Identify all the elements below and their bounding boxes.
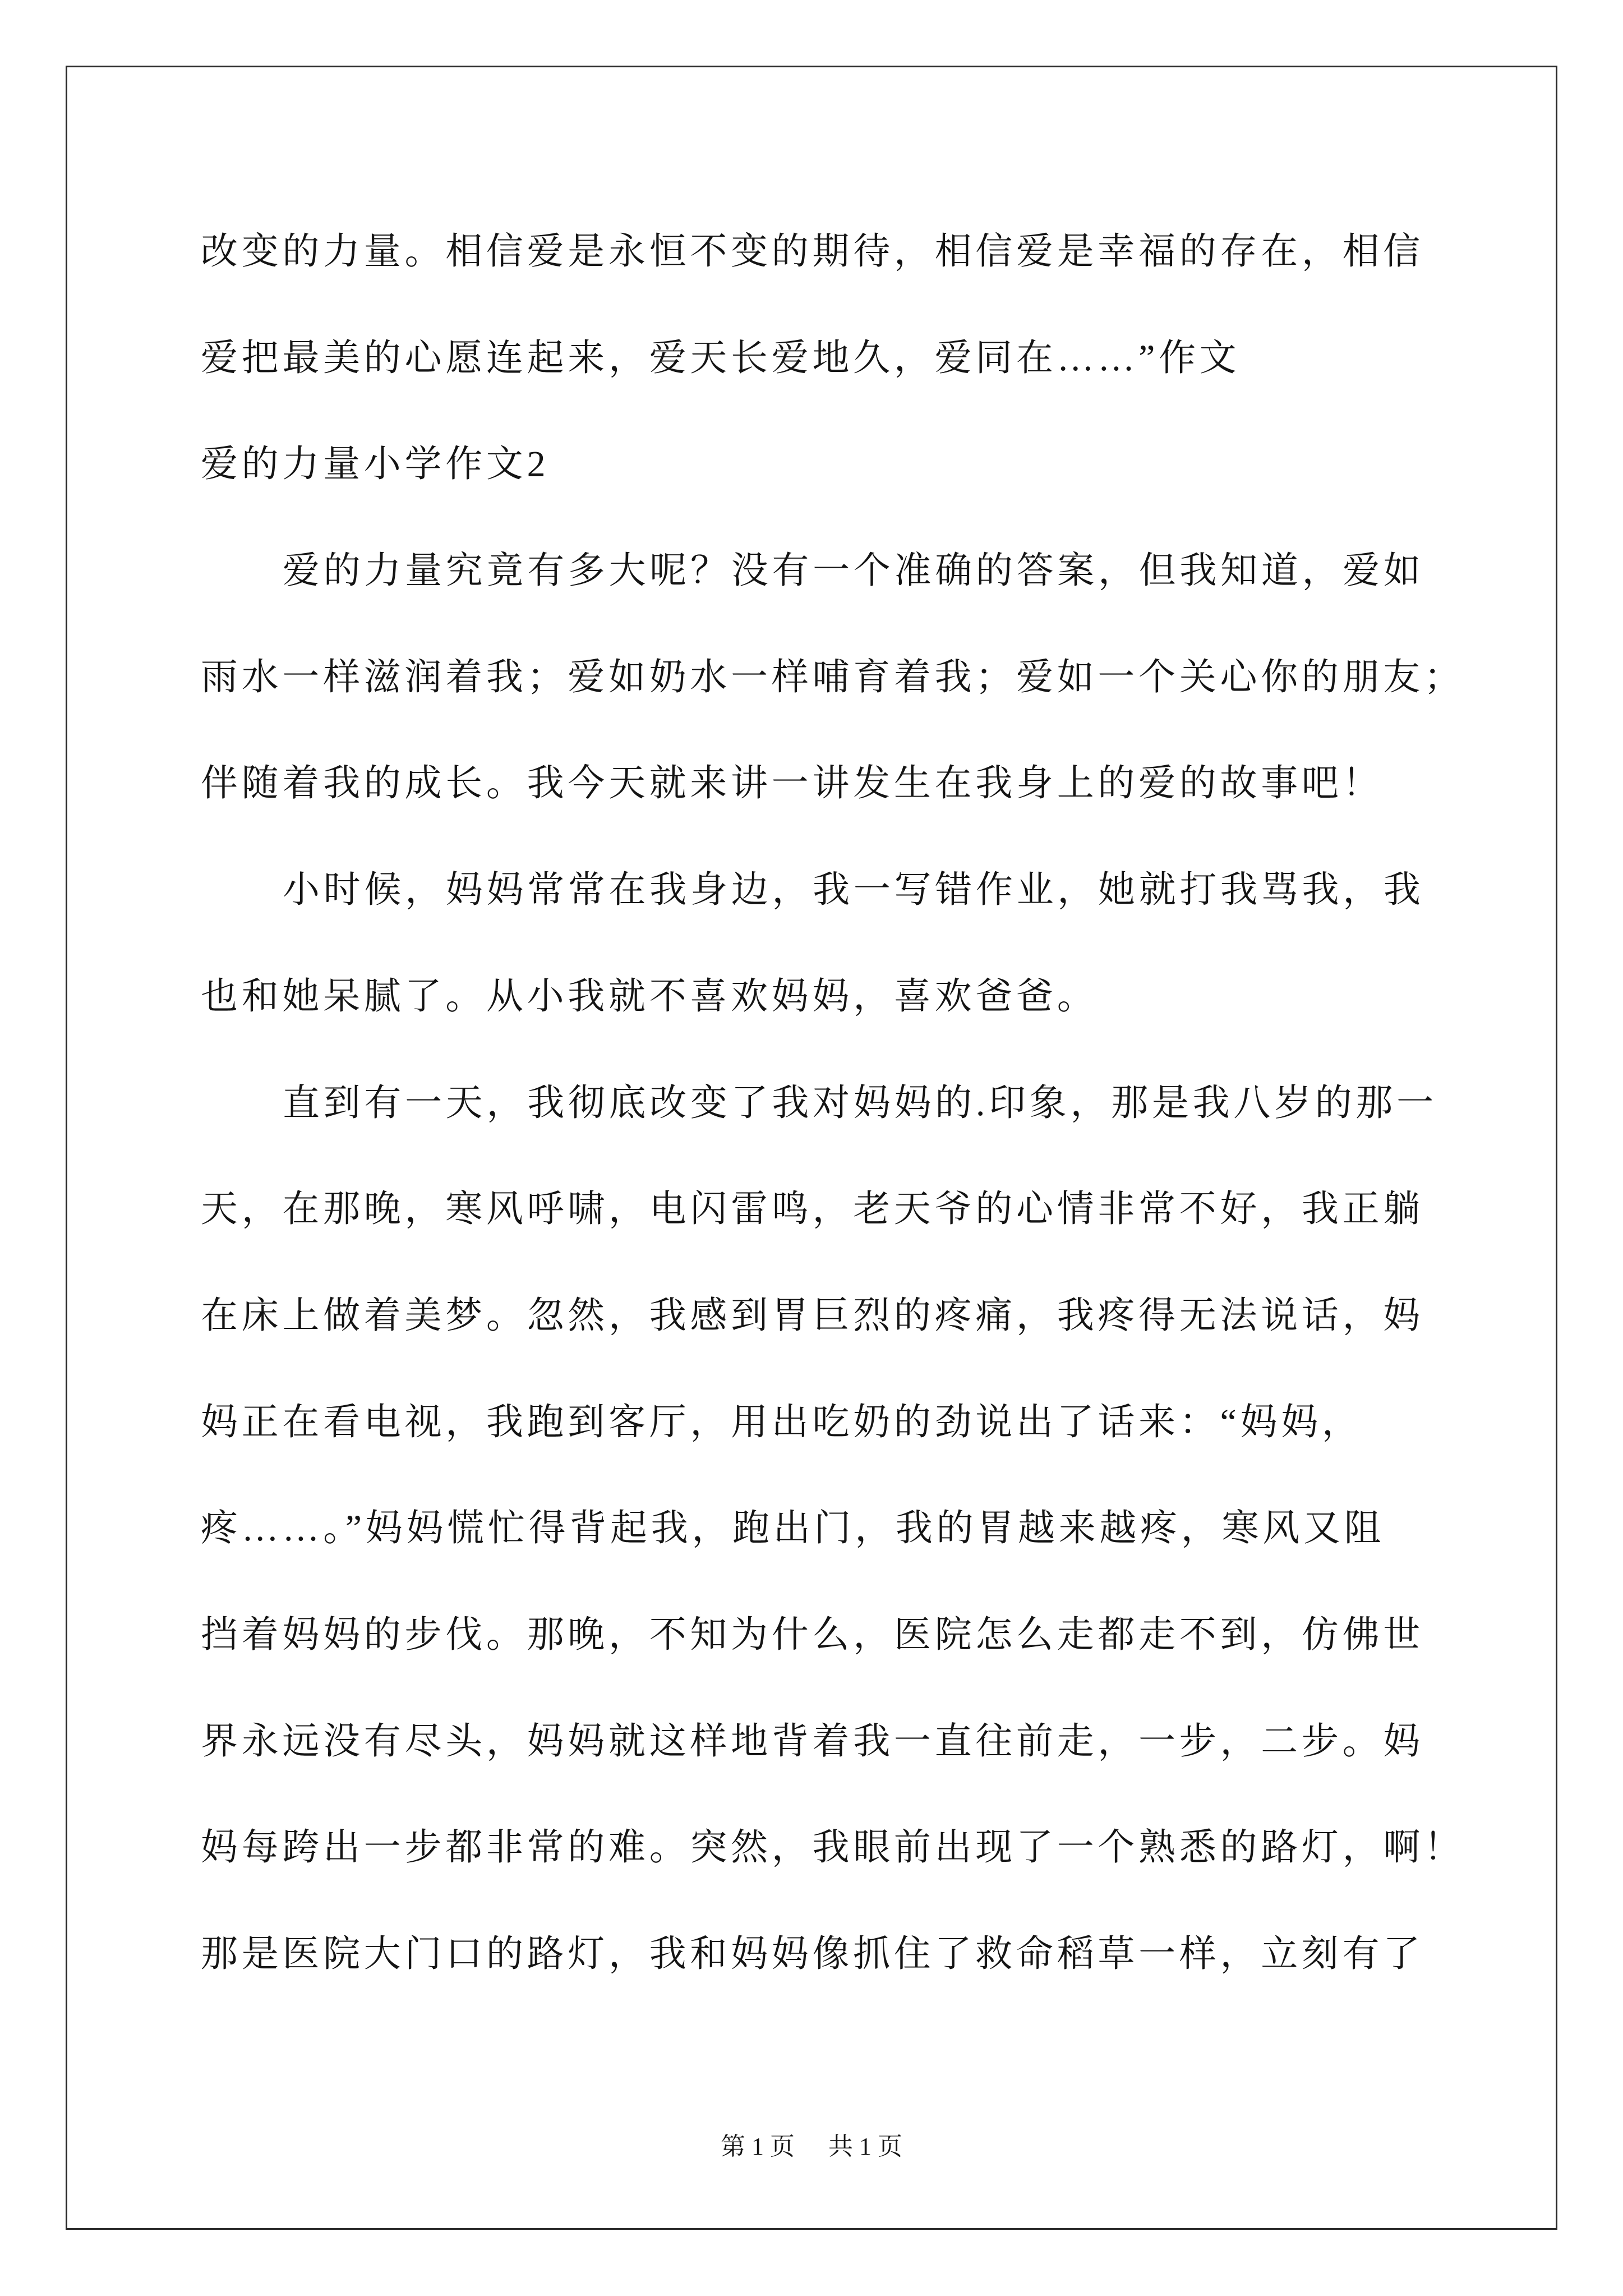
continued-paragraph bbox=[201, 199, 1536, 411]
page-total: 共 1 页 bbox=[828, 2133, 902, 2160]
paragraph bbox=[201, 837, 1536, 1050]
text-line: 妈正在看电视，我跑到客厅，用出吃奶的劲说出了话来：“妈妈， bbox=[201, 1401, 1363, 1443]
text-line: 小时候，妈妈常常在我身边，我一写错作业，她就打我骂我，我 bbox=[283, 869, 1424, 911]
text-line: 天，在那晚，寒风呼啸，电闪雷鸣，老天爷的心情非常不好，我正躺 bbox=[201, 1189, 1424, 1230]
text-line: 直到有一天，我彻底改变了我对妈妈的.印象，那是我八岁的那一 bbox=[283, 1082, 1437, 1124]
paragraph bbox=[201, 518, 1536, 837]
paragraph bbox=[201, 1050, 1536, 2008]
text-line: 疼……。”妈妈慌忙得背起我，跑出门，我的胃越来越疼，寒风又阻 bbox=[201, 1508, 1385, 1549]
page-number: 第 1 页 bbox=[721, 2133, 795, 2160]
essay-title: 爱的力量小学作文2 bbox=[201, 444, 550, 485]
text-line: 在床上做着美梦。忽然，我感到胃巨烈的疼痛，我疼得无法说话，妈 bbox=[201, 1295, 1424, 1336]
document-body bbox=[201, 199, 1536, 2008]
text-line: 妈每跨出一步都非常的难。突然，我眼前出现了一个熟悉的路灯，啊！ bbox=[201, 1827, 1465, 1869]
text-line: 雨水一样滋润着我；爱如奶水一样哺育着我；爱如一个关心你的朋友； bbox=[201, 656, 1465, 698]
page-footer bbox=[0, 2130, 1623, 2164]
text-line: 挡着妈妈的步伐。那晚，不知为什么，医院怎么走都走不到，仿佛世 bbox=[201, 1614, 1424, 1655]
text-line: 爱把最美的心愿连起来，爱天长爱地久，爱同在……”作文 bbox=[201, 337, 1241, 379]
text-line: 爱的力量究竟有多大呢？没有一个准确的答案，但我知道，爱如 bbox=[283, 550, 1424, 592]
text-line: 界永远没有尽头，妈妈就这样地背着我一直往前走，一步，二步。妈 bbox=[201, 1720, 1424, 1762]
text-line: 那是医院大门口的路灯，我和妈妈像抓住了救命稻草一样，立刻有了 bbox=[201, 1934, 1424, 1975]
text-line: 改变的力量。相信爱是永恒不变的期待，相信爱是幸福的存在，相信 bbox=[201, 231, 1424, 272]
text-line: 也和她呆腻了。从小我就不喜欢妈妈，喜欢爸爸。 bbox=[201, 976, 1098, 1017]
text-line: 伴随着我的成长。我今天就来讲一讲发生在我身上的爱的故事吧！ bbox=[201, 763, 1384, 804]
